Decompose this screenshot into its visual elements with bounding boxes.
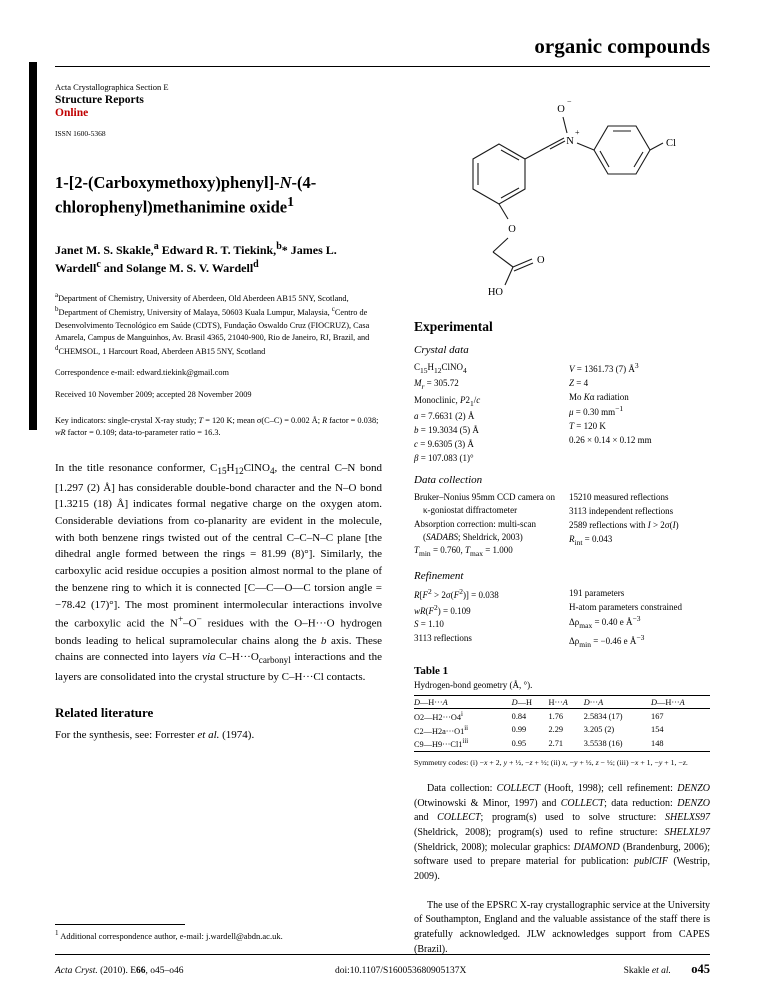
crystal-data-item: T = 120 K <box>569 421 606 432</box>
footer-doi: doi:10.1107/S160053680905137X <box>335 966 467 976</box>
table-cell: 0.95 <box>511 739 527 749</box>
section-spine-bar <box>29 62 37 430</box>
table-header-cell: D···A <box>583 697 604 707</box>
data-collection-item: 2589 reflections with I > 2σ(I) <box>569 519 679 530</box>
data-collection-item: 3113 independent reflections <box>569 506 674 517</box>
table-cell: $C2—H2a\cdot\cdot\cdot O1^{ii}$ <box>414 724 469 736</box>
table1-caption: Hydrogen-bond geometry (Å, °). <box>414 680 533 691</box>
crystal-data-item: a = 7.6631 (2) Å <box>414 411 475 422</box>
minus-charge-label: − <box>567 97 572 106</box>
table-cell: 3.5538 (16) <box>583 739 623 749</box>
footer-authors <box>528 962 710 977</box>
hydrogen-bond-table <box>414 695 710 751</box>
crystal-data-left <box>414 361 555 465</box>
refinement-item: H-atom parameters constrained <box>569 601 682 612</box>
table-cell: 154 <box>651 725 664 735</box>
table-row <box>414 737 710 751</box>
refinement-left <box>414 587 555 651</box>
crystal-data-item: V = 1361.73 (7) $Å^3$ <box>569 361 639 374</box>
benzene-ring-left <box>473 144 525 204</box>
table-cell: $O2—H2\cdot\cdot\cdot O4^i$ <box>414 710 463 722</box>
data-collection-item: Absorption correction: multi-scan (SADABS; Sheldrick, 2003) <box>414 518 536 542</box>
masthead-online-line: Online <box>55 107 89 119</box>
masthead-report-line: Structure Reports <box>55 94 144 106</box>
related-literature-heading: Related literature <box>55 705 154 721</box>
o-minus-atom-label: O <box>557 104 565 115</box>
table-header-row <box>414 696 710 709</box>
cl-atom-label: Cl <box>666 138 676 149</box>
data-collection-heading: Data collection <box>414 474 483 487</box>
header-rule <box>55 66 710 67</box>
crystal-data-item: 0.26 × 0.14 × 0.12 mm <box>569 434 652 445</box>
author-list: Janet M. S. Skakle,$^a$ Edward R. T. Tiekink,$^b$* James L. Wardell$^c$ and Solange M. S. V. Wardell$^d$ <box>55 240 337 275</box>
data-collection-item: 15210 measured reflections <box>569 492 669 503</box>
key-indicators: Key indicators: single-crystal X-ray study; T = 120 K; mean σ(C–C) = 0.002 Å; R factor = 0.038; wR factor = 0.109; data-to-parameter ratio = 16.3. <box>55 415 379 438</box>
crystal-data-block <box>414 361 710 465</box>
refinement-item: $\Delta\rho_{min} = -0.46$ e $Å^{-3}$ <box>569 632 645 649</box>
refinement-block <box>414 587 710 651</box>
table-cell: 2.29 <box>548 725 564 735</box>
crystal-data-item: Z = 4 <box>569 377 589 388</box>
crystal-data-item: c = 9.6305 (3) Å <box>414 438 474 449</box>
data-collection-item: $R_{int} = 0.043$ <box>569 533 613 547</box>
table-cell: 1.76 <box>548 711 564 721</box>
n-atom-label: N <box>566 136 574 147</box>
journal-section-label: organic compounds <box>534 34 710 58</box>
table-cell: 0.99 <box>511 725 527 735</box>
refinement-heading: Refinement <box>414 569 464 582</box>
table-cell: 167 <box>651 711 664 721</box>
table-header-cell: D—H···A <box>651 697 685 707</box>
crystal-data-item: μ = 0.30 $mm^{-1}$ <box>569 404 624 418</box>
masthead <box>55 82 382 138</box>
footnote <box>55 924 385 941</box>
footer-citation: Acta Cryst. (2010). E66, o45–o46 <box>55 966 184 976</box>
abstract-paragraph: In the title resonance conformer, $C_{15}H_{12}ClNO_4$, the central C–N bond [1.297 (2) Å] has considerable double-bond character and the N–O bond [1.3215 (18) Å] indicates formal negative charge on the oxygen atom. Considerable deviations from co-planarity are evident in the molecule, with both benzene rings twisted out of the central C–C–N–C plane [the dihedral angle formed between the rings = 81.99 (8)°]. Similarly, the carboxylic acid residue occupies a position almost normal to the plane of the benzene ring to which it is connected [C—C—O—C torsion angle = −78.42 (17)°]. The most prominent intermolecular interactions involve the carboxylic acid the N+–O− residues with the O–H···O hydrogen bonds leading to helical supramolecular chains along the b axis. These chains are connected into layers via $C-H\cdot\cdot\cdot O_{carbonyl}$ interactions and the layers are consolidated into the crystal structure by C–H···Cl contacts. <box>55 462 382 683</box>
affiliations: $^a$Department of Chemistry, University of Aberdeen, Old Aberdeen AB15 5NY, Scotland, $^b$Department of Chemistry, University of Malaya, 50603 Kuala Lumpur, Malaysia, $^c$Centro de Desenvolvimento Tecnológico em Saúde (CDTS), Fundação Oswaldo Cruz (FIOCRUZ), Casa Amarela, Campus de Manguinhos, Av. Brasil 4365, 21040-900, Rio de Janeiro, RJ, Brazil, and $^d$CHEMSOL, 1 Harcourt Road, Aberdeen AB15 5NY, Scotland <box>55 292 370 357</box>
experimental-heading: Experimental <box>414 319 493 334</box>
table-body <box>414 709 710 751</box>
ho-atom-label: HO <box>487 287 503 298</box>
received-dates: Received 10 November 2009; accepted 28 November 2009 <box>55 389 252 399</box>
benzene-ring-right <box>594 126 650 174</box>
related-literature-text: For the synthesis, see: Forrester et al. (1974). <box>55 729 255 742</box>
symmetry-codes: Symmetry codes: (i) −x + 2, y + ½, −z + ½; (ii) x, −y + ½, z − ½; (iii) −x + 1, −y + 1, −z. <box>414 757 688 767</box>
crystal-data-item: $C_{15}H_{12}ClNO_4$ <box>414 362 467 375</box>
molecule-svg <box>437 92 687 307</box>
crystal-data-item: $M_r = 305.72$ <box>414 378 459 392</box>
acknowledgement-paragraph: The use of the EPSRC X-ray crystallographic service at the University of Southampton, England and the valuable assistance of the staff there is gratefully acknowledged. JLW acknowledges support from CAPES (Brazil). <box>414 899 710 955</box>
left-column <box>55 82 382 957</box>
table-cell: $C9—H9\cdot\cdot\cdot Cl1^{iii}$ <box>414 738 469 750</box>
table-header-cell: D—H···A <box>414 697 448 707</box>
molecule-diagram <box>414 82 710 309</box>
footnote-rule <box>55 924 185 925</box>
table-row <box>414 709 710 723</box>
correspondence-email: Correspondence e-mail: edward.tiekink@gmail.com <box>55 367 229 377</box>
data-collection-item: $T_{min} = 0.760$, $T_{max} = 1.000$ <box>414 545 513 559</box>
refinement-item: $R[F^2 > 2\sigma(F^2)] = 0.038$ <box>414 586 499 600</box>
crystal-data-item: Monoclinic, $P2_1/c$ <box>414 394 481 408</box>
o-carbonyl-atom-label: O <box>537 255 545 266</box>
software-paragraph: Data collection: COLLECT (Hooft, 1998); cell refinement: DENZO (Otwinowski & Minor, 1997) and COLLECT; data reduction: DENZO and COLLECT; program(s) used to solve structure: SHELXS97 (Sheldrick, 2008); program(s) used to refine structure: SHELXL97 (Sheldrick, 2008); molecular graphics: DIAMOND (Brandenburg, 2006); software used to prepare material for publication: publCIF (Westrip, 2009). <box>414 782 711 882</box>
refinement-item: $wR(F^2) = 0.109$ <box>414 602 471 616</box>
footer-page-number: o45 <box>691 962 710 976</box>
table-cell: 2.71 <box>548 739 564 749</box>
table-cell: 3.205 (2) <box>583 725 615 735</box>
plus-charge-label: + <box>575 128 580 137</box>
masthead-issn: ISSN 1600-5368 <box>55 129 106 138</box>
data-collection-block <box>414 491 710 561</box>
table-header-cell: D—H <box>511 697 532 707</box>
crystal-data-right <box>569 361 710 465</box>
table-header-cell: H···A <box>548 697 568 707</box>
data-collection-right <box>569 491 710 561</box>
refinement-item: S = 1.10 <box>414 619 444 630</box>
refinement-right <box>569 587 710 651</box>
page-footer <box>55 962 710 977</box>
table1-label: Table 1 <box>414 665 449 678</box>
masthead-journal-line: Acta Crystallographica Section E <box>55 82 169 92</box>
table-cell: 0.84 <box>511 711 527 721</box>
data-collection-left <box>414 491 555 561</box>
table-row <box>414 723 710 737</box>
crystal-data-item: Mo Kα radiation <box>569 391 629 402</box>
refinement-item: 3113 reflections <box>414 633 472 644</box>
data-collection-item: Bruker–Nonius 95mm CCD camera on κ-goniostat diffractometer <box>414 492 555 516</box>
crystal-data-heading: Crystal data <box>414 344 469 356</box>
crystal-data-item: b = 19.3034 (5) Å <box>414 425 479 436</box>
article-title: 1-[2-(Carboxymethoxy)phenyl]-N-(4-chlorophenyl)methanimine oxide$^1$ <box>55 173 317 217</box>
table-cell: 148 <box>651 739 664 749</box>
right-column <box>414 82 710 957</box>
table-cell: 2.5834 (17) <box>583 711 623 721</box>
refinement-item: 191 parameters <box>569 587 625 598</box>
footer-author-names: Skakle et al. <box>623 966 671 976</box>
footer-rule <box>55 954 710 955</box>
footnote-text: $^1$ Additional correspondence author, e-mail: j.wardell@abdn.ac.uk. <box>55 929 283 941</box>
o-ether-atom-label: O <box>508 224 516 235</box>
content-columns <box>55 82 710 957</box>
refinement-item: $\Delta\rho_{max} = 0.40$ e $Å^{-3}$ <box>569 614 641 631</box>
crystal-data-item: β = 107.083 (1)° <box>414 452 474 463</box>
